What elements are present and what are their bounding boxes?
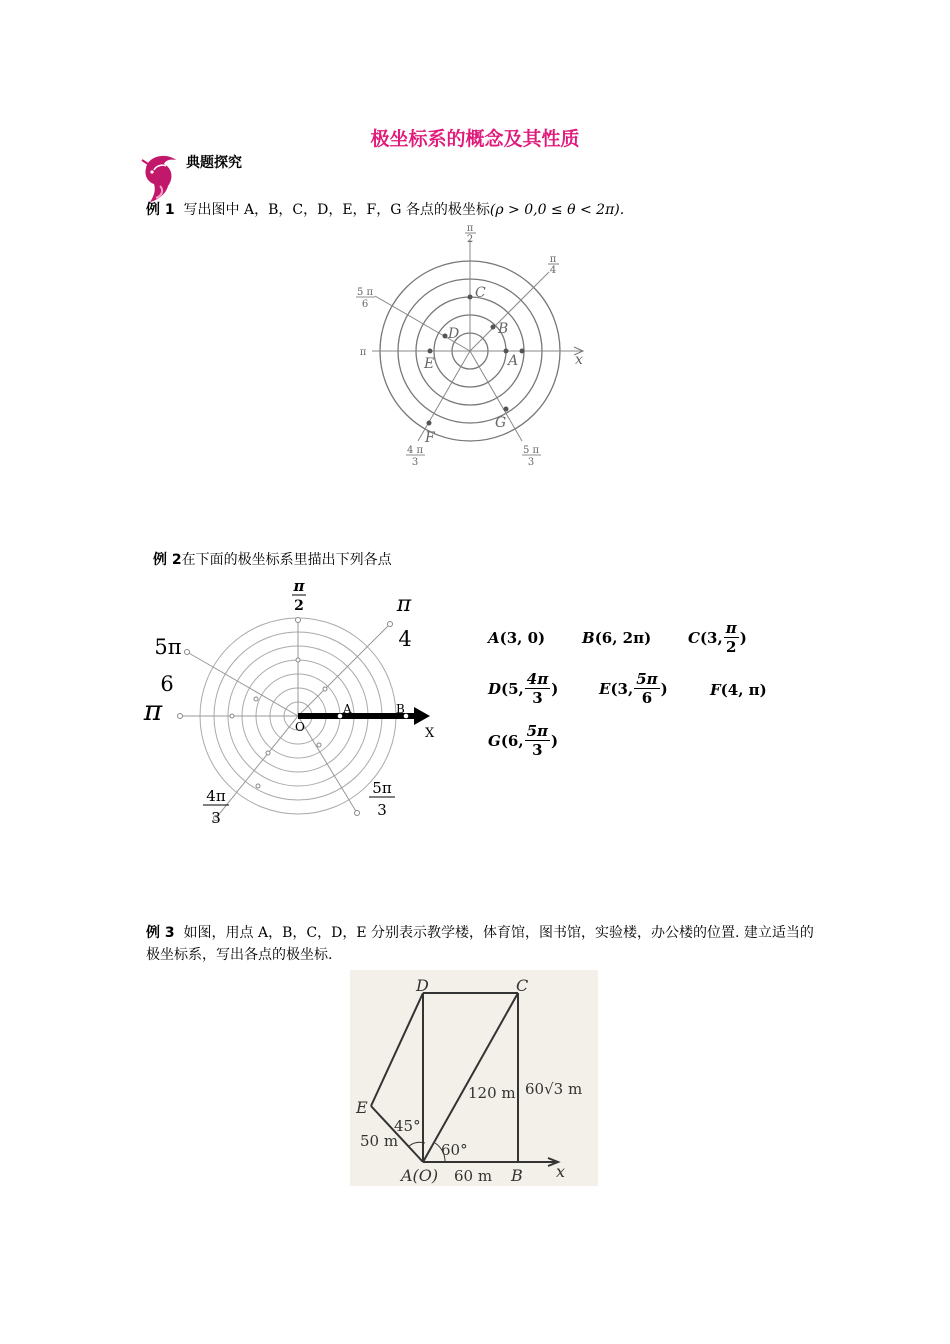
ex2-angle-90-num: π bbox=[293, 577, 305, 595]
ex1-label-C: C bbox=[475, 285, 486, 301]
example3-figure bbox=[350, 970, 598, 1186]
ex3-length-bc: 60√3 m bbox=[525, 1080, 583, 1098]
ex1-dot-F bbox=[427, 421, 432, 426]
ex1-angle-300-den: 3 bbox=[527, 457, 535, 468]
ex1-angle-180: π bbox=[359, 347, 367, 358]
ex1-axis-label: x bbox=[575, 352, 583, 368]
ex1-label-F: F bbox=[425, 430, 435, 446]
ex2-origin-label: O bbox=[295, 720, 305, 734]
page-title: 极坐标系的概念及其性质 bbox=[370, 128, 580, 150]
ex3-label-D: D bbox=[416, 976, 429, 995]
example1-condition: (ρ > 0,0 ≤ θ < 2π). bbox=[489, 202, 625, 218]
ex1-ray-150 bbox=[375, 296, 470, 351]
example1-polar-figure bbox=[350, 218, 600, 474]
ex1-angle-240-num: 4 π bbox=[406, 445, 424, 456]
ex3-angle-45: 45° bbox=[394, 1117, 421, 1135]
example1-question: 写出图中 A，B，C，D，E，F，G 各点的极坐标 bbox=[183, 202, 490, 218]
ex1-label-B: B bbox=[498, 321, 509, 337]
point-G: G (6, $\frac{5\pi}{3}$ ) bbox=[488, 722, 559, 759]
ex2-angle-240-num: 4π bbox=[206, 787, 226, 805]
ex3-length-ae: 50 m bbox=[360, 1132, 399, 1150]
example2-question: 在下面的极坐标系里描出下列各点 bbox=[181, 552, 392, 568]
example3-label: 例 3 bbox=[146, 925, 175, 941]
ex1-dot-C bbox=[468, 295, 473, 300]
ex2-angle-300-den: 3 bbox=[377, 801, 387, 819]
ex1-angle-150-den: 6 bbox=[361, 299, 369, 310]
ex1-label-D: D bbox=[448, 326, 460, 342]
ex1-dot-G bbox=[504, 407, 509, 412]
example3-question: 如图，用点 A，B，C，D，E 分别表示教学楼，体育馆，图书馆，实验楼，办公楼的位置. 建立适当的极坐标系，写出各点的极坐标. bbox=[146, 925, 814, 963]
ex2-axis-arrow bbox=[414, 707, 430, 725]
ex2-angle-45-num: π bbox=[396, 592, 412, 617]
ex2-angle-45-den: 4 bbox=[398, 627, 412, 651]
ex2-angle-180: π bbox=[143, 694, 163, 727]
ex1-angle-300-num: 5 π bbox=[522, 445, 540, 456]
ex3-label-B: B bbox=[511, 1166, 523, 1185]
example2-polar-figure bbox=[140, 576, 440, 826]
ex3-label-E: E bbox=[356, 1098, 368, 1117]
ex2-angle-150-num: 5π bbox=[154, 635, 182, 659]
ex1-ray-45 bbox=[470, 272, 549, 351]
ex2-angle-240-den: 3 bbox=[211, 809, 221, 826]
ex1-angle-45-num: π bbox=[549, 254, 557, 265]
ex2-axis-label: X bbox=[425, 726, 435, 741]
ex2-angle-90-den: 2 bbox=[294, 598, 304, 614]
ex2-axis-point-b: B bbox=[396, 702, 405, 716]
ex1-label-A: A bbox=[508, 353, 519, 369]
point-B: B (6, 2π) bbox=[582, 629, 652, 647]
point-A: A (3, 0) bbox=[488, 629, 546, 647]
point-E: E (3, $\frac{5\pi}{6}$ ) bbox=[599, 670, 668, 707]
ex1-angle-90-num: π bbox=[466, 223, 474, 234]
ex3-label-A: A(O) bbox=[401, 1166, 439, 1185]
ex1-dot-D bbox=[443, 334, 448, 339]
ex3-label-x: x bbox=[556, 1162, 566, 1181]
example2-label: 例 2 bbox=[153, 552, 182, 568]
example1-label: 例 1 bbox=[146, 202, 175, 218]
ex3-line-AC bbox=[423, 993, 518, 1162]
ex1-label-G: G bbox=[495, 415, 507, 431]
point-D: D (5, $\frac{4\pi}{3}$ ) bbox=[488, 670, 559, 707]
section-heading: 典题探究 bbox=[186, 155, 242, 171]
ex2-angle-150-den: 6 bbox=[160, 672, 174, 696]
ex1-dot-B bbox=[491, 325, 496, 330]
ex2-ray-240 bbox=[216, 716, 298, 818]
point-F: F (4, π) bbox=[710, 681, 767, 699]
ex1-dot-E bbox=[428, 349, 433, 354]
ex3-line-DE bbox=[371, 993, 423, 1106]
ex1-label-E: E bbox=[424, 356, 435, 372]
ex3-angle-60: 60° bbox=[441, 1141, 468, 1159]
ex1-angle-150-num: 5 π bbox=[356, 287, 374, 298]
ex3-label-C: C bbox=[516, 976, 529, 995]
ex2-angle-300-num: 5π bbox=[372, 779, 392, 797]
example3-text bbox=[146, 922, 816, 966]
ex1-angle-45-den: 4 bbox=[549, 265, 557, 276]
point-C: C (3, $\frac{\pi}{2}$ ) bbox=[688, 619, 747, 656]
ex2-axis-point-a: A bbox=[343, 702, 352, 716]
example2-text bbox=[153, 549, 392, 571]
ex1-angle-90-den: 2 bbox=[466, 234, 474, 245]
ex3-length-ab: 60 m bbox=[454, 1167, 493, 1185]
ex3-length-ac: 120 m bbox=[468, 1084, 516, 1102]
ex1-angle-240-den: 3 bbox=[411, 457, 419, 468]
